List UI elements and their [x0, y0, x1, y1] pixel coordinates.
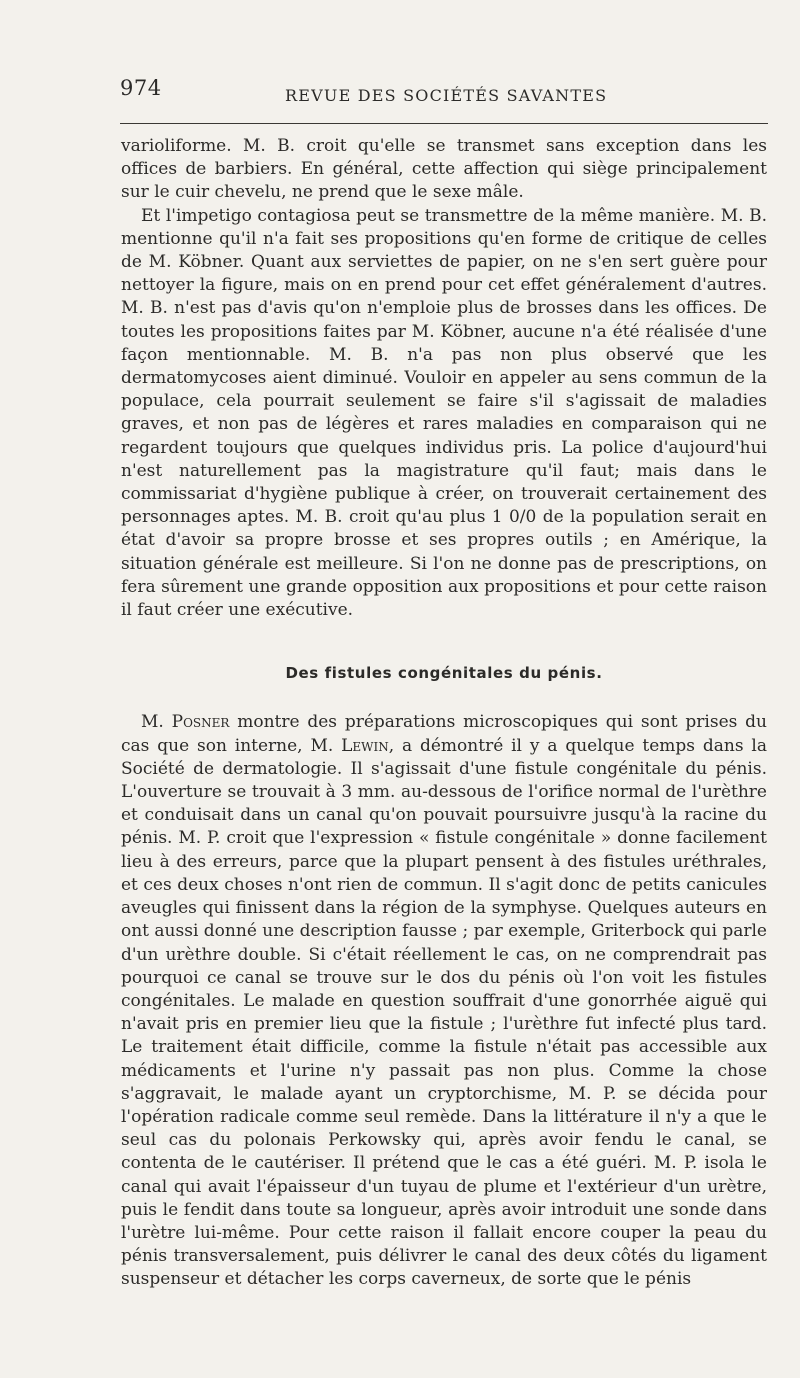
running-title: REVUE DES SOCIÉTÉS SAVANTES	[285, 86, 608, 105]
paragraph-2: Et l'impetigo contagiosa peut se transmettre de la même manière. M. B. mentionne qu'il n'a fait ses propositions qu'en forme de critique de celles de M. Köbner. Quant aux serviettes de papier, on ne s'en sert guère pour nettoyer la figure, mais on en prend pour cet effet généralement d'autres. M. B. n'est pas d'avis qu'on n'emploie plus de brosses dans les offices. De toutes les propositions faites par M. Köbner, aucune n'a été réalisée d'une façon mentionnable. M. B. n'a pas non plus observé que les dermatomycoses aient diminué. Vouloir en appeler au sens commun de la populace, cela pourrait seulement se faire s'il s'agissait de maladies graves, et non pas de légères et rares maladies en comparaison qui ne regardent toujours que quelques individus pris. La police d'aujourd'hui n'est naturellement pas la magistrature qu'il faut; mais dans le commissariat d'hygiène publique à créer, on trouverait certainement des personnages aptes. M. B. croit qu'au plus 1 0/0 de la population serait en état d'avoir sa propre brosse et ses propres outils ; en Amérique, la situation générale est meilleure. Si l'on ne donne pas de prescriptions, on fera sûrement une grande opposition aux propositions et pour cette raison il faut créer une exécutive.	[121, 205, 767, 621]
section-heading: Des fistules congénitales du pénis.	[285, 664, 603, 683]
section-paragraph	[121, 711, 767, 1291]
paragraph-1: varioliforme. M. B. croit qu'elle se transmet sans exception dans les offices de barbiers. En général, cette affection qui siège principalement sur le cuir chevelu, ne prend que le sexe mâle.	[121, 136, 767, 203]
page-number: 974	[120, 76, 162, 100]
speaker-name: Posner	[171, 712, 230, 733]
section-text-part-2: , a démontré il y a quelque temps dans la Société de dermatologie. Il s'agissait d'une fistule congénitale du pénis. L'ouverture se trouvait à 3 mm. au-dessous de l'orifice normal de l'urèthre et conduisait dans un canal qu'on pouvait poursuivre jusqu'à la racine du pénis. M. P. croit que l'expression « fistule congénitale » donne facilement lieu à des erreurs, parce que la plupart pensent à des fistules uréthrales, et ces deux choses n'ont rien de commun. Il s'agit donc de petits canicules aveugles qui finissent dans la région de la symphyse. Quelques auteurs en ont aussi donné une description fausse ; par exemple, Griterbock qui parle d'un urèthre double. Si c'était réellement le cas, on ne comprendrait pas pourquoi ce canal se trouve sur le dos du pénis où l'on voit les fistules congénitales. Le malade en question souffrait d'une gonorrhée aiguë qui n'avait pris en premier lieu que la fistule ; l'urèthre fut infecté plus tard. Le traitement était difficile, comme la fistule n'était pas accessible aux médicaments et l'urine n'y passait pas non plus. Comme la chose s'aggravait, le malade ayant un cryptorchisme, M. P. se décida pour l'opération radicale comme seul remède. Dans la littérature il n'y a que le seul cas du polonais Perkowsky qui, après avoir fendu le canal, se contenta de le cautériser. Il prétend que le cas a été guéri. M. P. isola le canal qui avait l'épaisseur d'un tuyau de plume et l'extérieur d'un urètre, puis le fendit dans toute sa longueur, après avoir introduit une sonde dans l'urètre lui-même. Pour cette raison il fallait encore couper la peau du pénis transversalement, puis délivrer le canal des deux côtés du ligament suspenseur et détacher les corps caverneux, de sorte que le pénis	[121, 735, 767, 1290]
header-rule	[120, 123, 768, 124]
intern-name: Lewin	[341, 735, 389, 756]
article-body	[121, 135, 767, 1292]
section-text-part-1: montre des préparations microscopiques qui sont prises du cas que son interne, M.	[121, 712, 767, 756]
speaker-prefix: M.	[141, 712, 172, 733]
running-header	[120, 74, 768, 110]
